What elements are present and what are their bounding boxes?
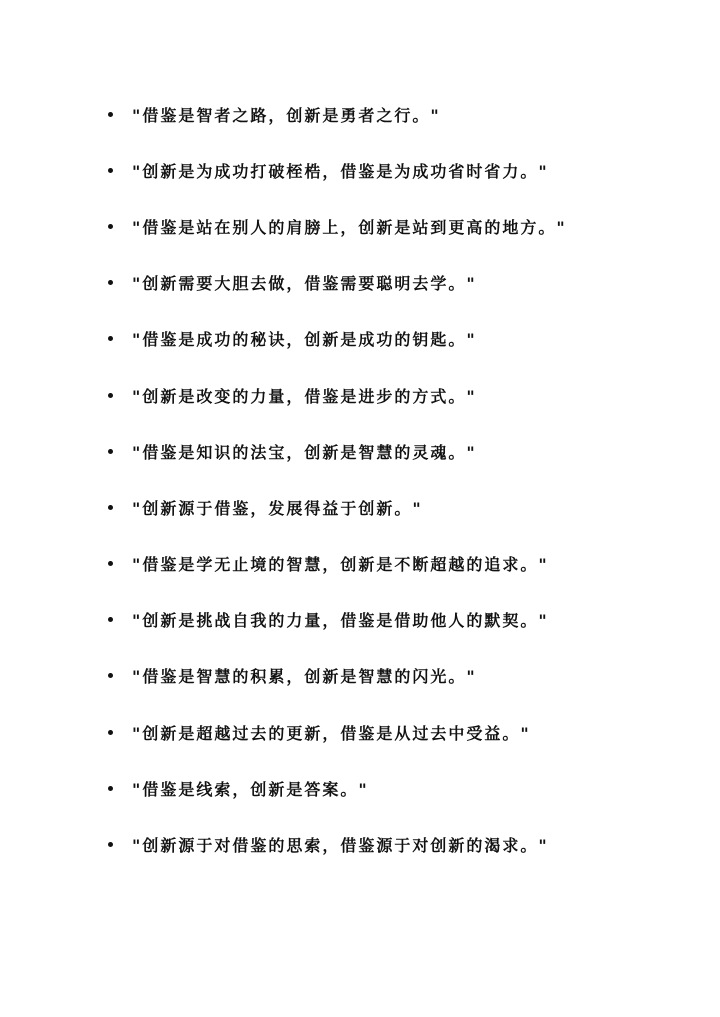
- quote-text: "创新是改变的力量，借鉴是进步的方式。": [132, 386, 477, 406]
- quote-text: "借鉴是站在别人的肩膀上，创新是站到更高的地方。": [132, 217, 567, 237]
- bullet-icon: [108, 168, 113, 173]
- quote-text: "借鉴是学无止境的智慧，创新是不断超越的追求。": [132, 555, 549, 575]
- bullet-icon: [108, 561, 113, 566]
- bullet-icon: [108, 393, 113, 398]
- quote-text: "借鉴是智者之路，创新是勇者之行。": [132, 105, 441, 125]
- list-item: [108, 198, 688, 254]
- bullet-icon: [108, 730, 113, 735]
- list-item: [108, 367, 688, 423]
- quote-text: "借鉴是知识的法宝，创新是智慧的灵魂。": [132, 442, 477, 462]
- quote-text: "创新是为成功打破桎梏，借鉴是为成功省时省力。": [132, 161, 549, 181]
- list-item: [108, 592, 688, 648]
- quote-list: [108, 86, 688, 873]
- list-item: [108, 760, 688, 816]
- quote-text: "创新是超越过去的更新，借鉴是从过去中受益。": [132, 723, 531, 743]
- bullet-icon: [108, 112, 113, 117]
- bullet-icon: [108, 673, 113, 678]
- quote-text: "借鉴是智慧的积累，创新是智慧的闪光。": [132, 667, 477, 687]
- list-item: [108, 648, 688, 704]
- bullet-icon: [108, 336, 113, 341]
- bullet-icon: [108, 786, 113, 791]
- list-item: [108, 423, 688, 479]
- quote-text: "创新需要大胆去做，借鉴需要聪明去学。": [132, 274, 477, 294]
- bullet-icon: [108, 280, 113, 285]
- list-item: [108, 86, 688, 142]
- quote-text: "创新源于对借鉴的思索，借鉴源于对创新的渴求。": [132, 836, 549, 856]
- list-item: [108, 479, 688, 535]
- list-item: [108, 816, 688, 872]
- bullet-icon: [108, 505, 113, 510]
- quote-text: "借鉴是线索，创新是答案。": [132, 779, 369, 799]
- bullet-icon: [108, 617, 113, 622]
- list-item: [108, 536, 688, 592]
- quote-text: "借鉴是成功的秘诀，创新是成功的钥匙。": [132, 330, 477, 350]
- list-item: [108, 311, 688, 367]
- quote-text: "创新是挑战自我的力量，借鉴是借助他人的默契。": [132, 611, 549, 631]
- bullet-icon: [108, 449, 113, 454]
- quote-text: "创新源于借鉴，发展得益于创新。": [132, 498, 423, 518]
- list-item: [108, 255, 688, 311]
- list-item: [108, 142, 688, 198]
- list-item: [108, 704, 688, 760]
- bullet-icon: [108, 224, 113, 229]
- bullet-icon: [108, 842, 113, 847]
